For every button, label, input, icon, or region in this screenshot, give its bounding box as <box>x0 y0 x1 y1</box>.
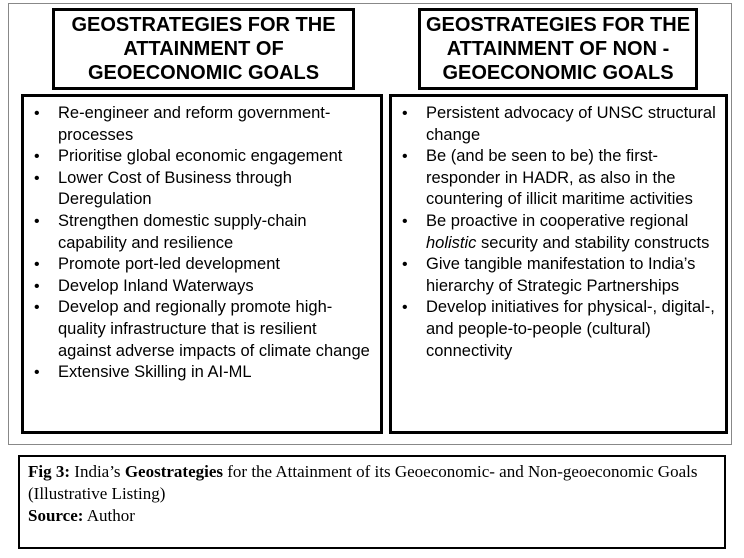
source-label: Source: <box>28 506 84 525</box>
bullet-icon: • <box>34 299 40 317</box>
source-value: Author <box>83 506 135 525</box>
bullet-icon: • <box>34 256 40 274</box>
caption-source <box>28 505 716 527</box>
list-item: • Be proactive in cooperative regional holistic security and stability constructs <box>402 211 710 252</box>
list-item: • Strengthen domestic supply-chain capability and resilience <box>34 211 307 252</box>
right-panel-list-box <box>389 94 728 434</box>
caption-text: Fig 3: India’s Geostrategies for the Attainment of its Geoeconomic- and Non-geoeconomic Goals (Illustrative Listing) <box>28 462 698 503</box>
list-item: • Persistent advocacy of UNSC structural change <box>402 104 716 144</box>
figure-caption <box>18 455 726 549</box>
list-item: • Promote port-led development <box>30 254 374 276</box>
list-item: • Lower Cost of Business through Deregulation <box>34 168 292 209</box>
bullet-icon: • <box>34 148 40 166</box>
bullet-icon: • <box>34 277 40 295</box>
right-panel-list <box>398 103 719 362</box>
right-panel-title: GEOSTRATEGIES FOR THE ATTAINMENT OF NON - GEOECONOMIC GOALS <box>418 8 698 90</box>
list-item: • Re-engineer and reform government-processes <box>34 104 331 144</box>
list-item: • Develop and regionally promote high-quality infrastructure that is resilient against adverse impacts of climate change <box>34 298 370 360</box>
list-item: • Develop initiatives for physical-, digital-, and people-to-people (cultural) connectivity <box>402 298 715 360</box>
list-item: • Be (and be seen to be) the first-responder in HADR, as also in the countering of illicit maritime activities <box>402 147 693 209</box>
bullet-icon: • <box>34 364 40 382</box>
left-panel-list <box>30 103 374 384</box>
bullet-icon: • <box>34 105 40 122</box>
bullet-icon: • <box>402 105 408 122</box>
list-item: • Give tangible manifestation to India’s hierarchy of Strategic Partnerships <box>402 255 696 295</box>
bullet-icon: • <box>34 169 40 187</box>
emphasis-text: holistic <box>426 233 477 252</box>
bullet-icon: • <box>34 212 40 230</box>
list-item: • Extensive Skilling in AI-ML <box>30 362 374 384</box>
bullet-icon: • <box>402 212 408 230</box>
list-item: • Prioritise global economic engagement <box>30 146 374 168</box>
bullet-icon: • <box>402 256 408 274</box>
caption-bold-word: Geostrategies <box>124 462 223 481</box>
bullet-icon: • <box>402 299 408 317</box>
left-panel-title: GEOSTRATEGIES FOR THE ATTAINMENT OF GEOECONOMIC GOALS <box>52 8 355 90</box>
left-panel-list-box <box>21 94 383 434</box>
bullet-icon: • <box>402 148 408 166</box>
figure-label: Fig 3: <box>28 462 71 481</box>
list-item: • Develop Inland Waterways <box>30 276 374 298</box>
